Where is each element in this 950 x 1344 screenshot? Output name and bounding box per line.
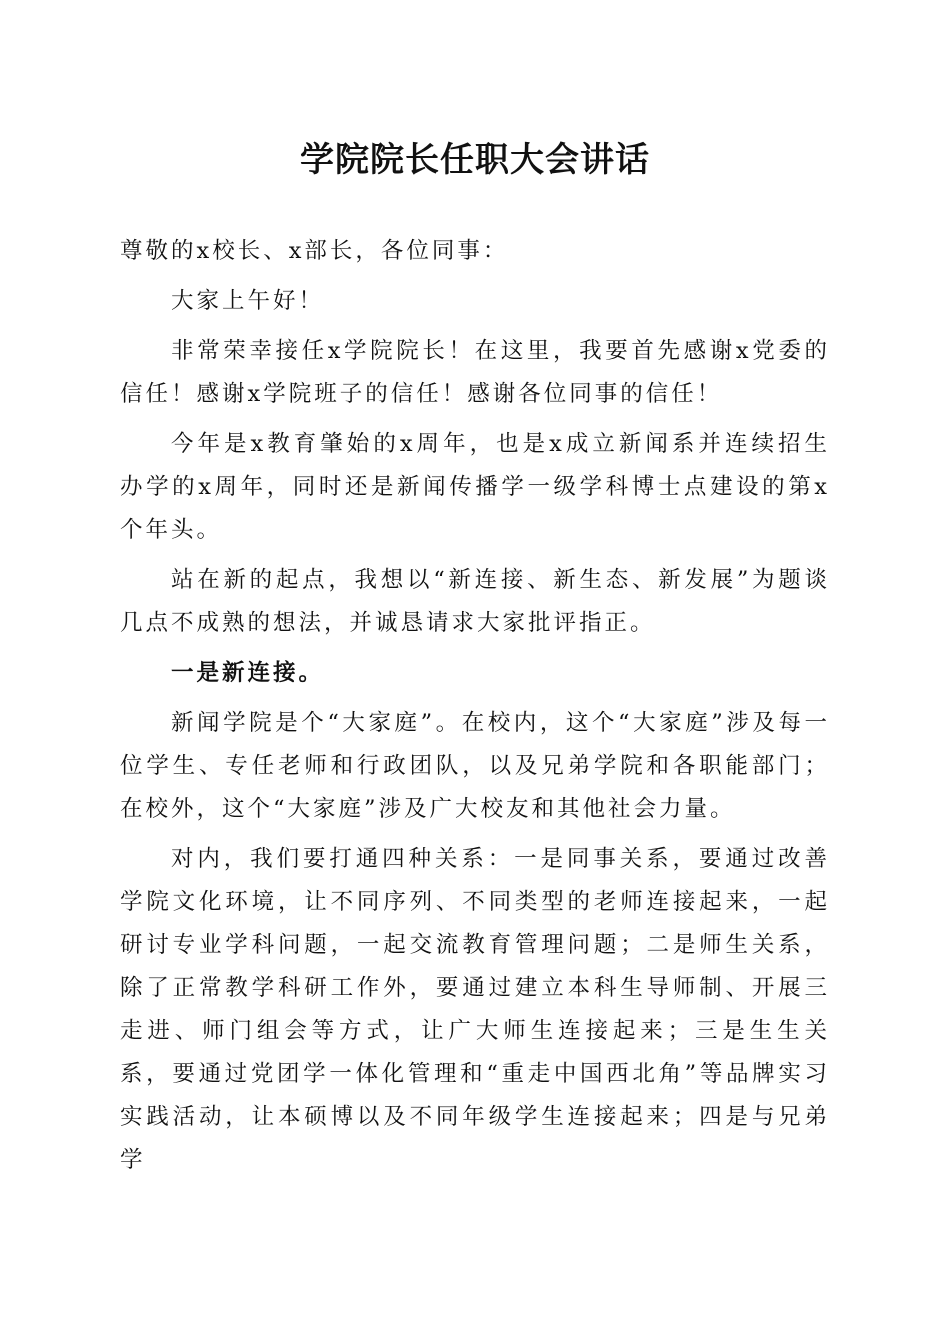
section-heading-new-connection: 一是新连接。 [171,660,325,686]
document-body [120,230,830,1189]
paragraph-thanks: 非常荣幸接任x学院院长！在这里，我要首先感谢x党委的信任！感谢x学院班子的信任！感谢各位同事的信任！ [120,338,830,407]
paragraph-theme: 站在新的起点，我想以“新连接、新生态、新发展”为题谈几点不成熟的想法，并诚恳请求大家批评指正。 [120,567,830,636]
paragraph-big-family: 新闻学院是个“大家庭”。在校内，这个“大家庭”涉及每一位学生、专任老师和行政团队，以及兄弟学院和各职能部门；在校外，这个“大家庭”涉及广大校友和其他社会力量。 [120,710,830,822]
document-title: 学院院长任职大会讲话 [300,140,650,180]
paragraph-four-relations: 对内，我们要打通四种关系：一是同事关系，要通过改善学院文化环境，让不同序列、不同类型的老师连接起来，一起研讨专业学科问题，一起交流教育管理问题；二是师生关系，除了正常教学科研工作外，要通过建立本科生导师制、开展三走进、师门组会等方式，让广大师生连接起来；三是生生关系，要通过党团学一体化管理和“重走中国西北角”等品牌实习实践活动，让本硕博以及不同年级学生连接起来；四是与兄弟学 [120,846,830,1173]
salutation: 尊敬的x校长、x部长，各位同事： [120,238,509,264]
paragraph-greeting: 大家上午好！ [171,288,325,314]
paragraph-anniversary: 今年是x教育肇始的x周年，也是x成立新闻系并连续招生办学的x周年，同时还是新闻传播学一级学科博士点建设的第x个年头。 [120,431,830,543]
